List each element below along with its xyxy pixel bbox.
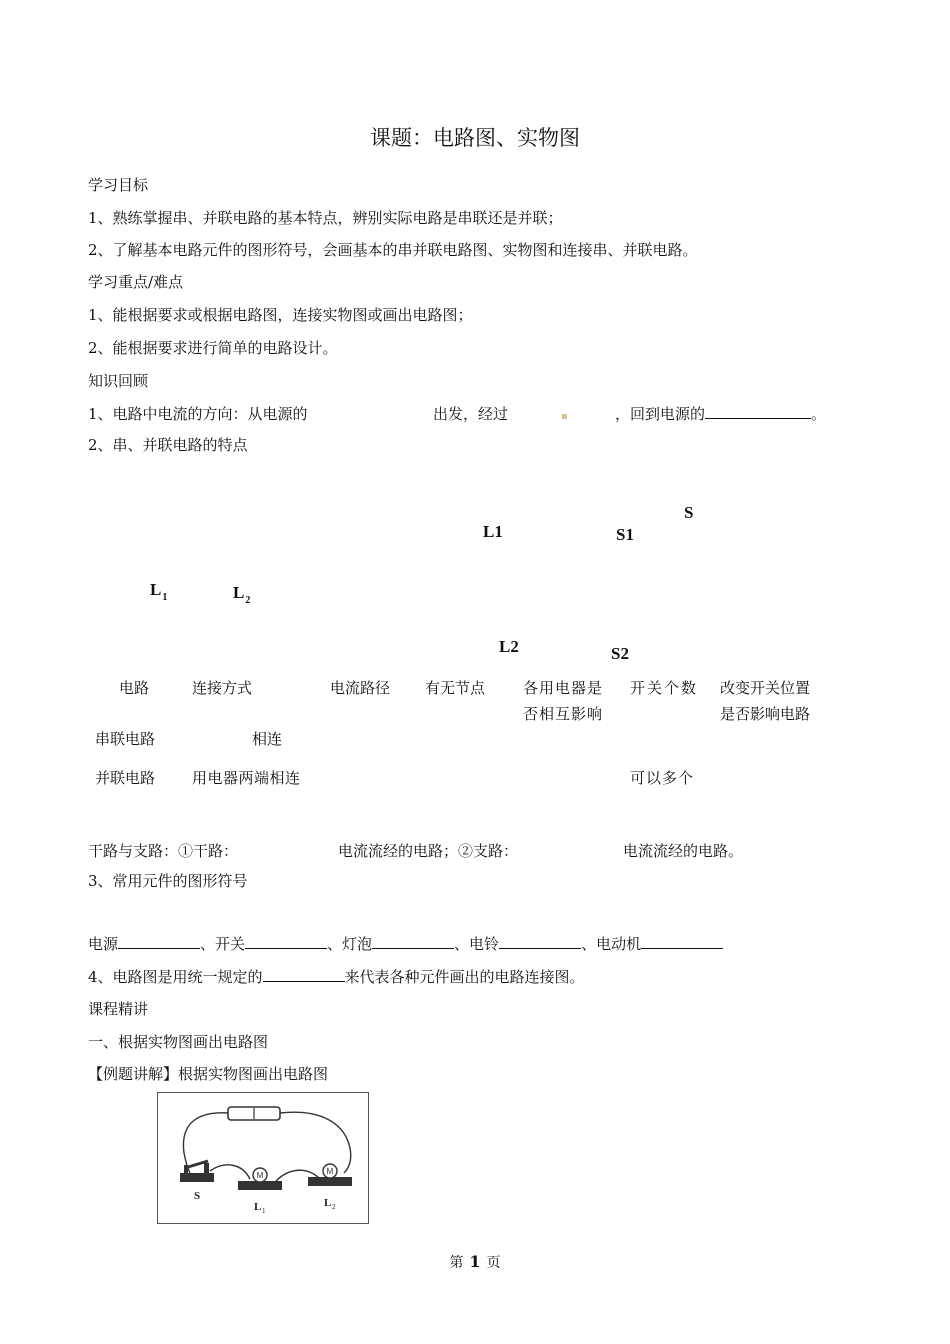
circuit-photo-drawing [158,1093,368,1223]
lamp-2-mark: M [326,1167,334,1176]
answer-blank[interactable] [705,404,811,419]
figure-label-l2: L [324,1197,332,1209]
table-header-switches: 开关个数 [630,679,699,697]
trunk-c: 电流流经的电路。 [623,842,744,860]
table-header-connection: 连接方式 [192,679,253,697]
key-1: 1、能根据要求或根据电路图，连接实物图或画出电路图； [88,306,473,324]
wire-switch-l1 [210,1165,250,1179]
lamp-1-mark: M [256,1171,264,1180]
label-s2: S2 [611,644,629,663]
table-header-position-2: 是否影响电路 [720,705,811,723]
table-header-influence-2: 否相互影响 [523,705,604,723]
label-left-l2-text: L [233,583,245,602]
blank-definition[interactable] [263,967,345,982]
symbol-bulb: 、灯泡 [327,935,373,953]
label-left-l1 [150,580,167,608]
symbol-switch: 、开关 [200,935,246,953]
label-l2: L2 [499,637,519,656]
goal-1: 1、熟练掌握串、并联电路的基本特点，辨别实际电路是串联还是并联； [88,209,563,227]
circuit-definition-a: 4、电路图是用统一规定的 [88,968,263,986]
footer-prefix: 第 [449,1255,464,1271]
review-1-end [615,404,826,424]
lesson-heading: 课程精讲 [88,1000,149,1018]
blank-bell[interactable] [499,934,581,949]
row-parallel-connection: 用电器两端相连 [192,769,301,787]
wire-right [280,1112,351,1173]
review-1-start: 1、电路中电流的方向：从电源的 [88,405,308,423]
footer-page-number: 1 [469,1252,481,1271]
symbols-line [88,934,723,954]
page-title: 课题：电路图、实物图 [370,126,580,150]
symbol-motor: 、电动机 [581,935,642,953]
table-header-position-1: 改变开关位置 [720,679,811,697]
table-header-path: 电流路径 [330,679,391,697]
label-left-l2-sub: 2 [245,595,251,606]
row-series-connection: 相连 [252,730,283,748]
circuit-definition [88,967,585,987]
table-header-circuit: 电路 [119,679,150,697]
trunk-a: 干路与支路：①干路： [88,842,239,860]
blank-switch[interactable] [245,934,327,949]
figure-label-l1: L [254,1201,262,1213]
blank-bulb[interactable] [372,934,454,949]
label-s1: S1 [616,525,634,544]
label-left-l1-text: L [150,580,162,599]
label-s: S [684,503,694,522]
key-2: 2、能根据要求进行简单的电路设计。 [88,339,338,357]
circuit-definition-b: 来代表各种元件画出的电路连接图。 [344,968,585,986]
blank-motor[interactable] [641,934,723,949]
goals-heading: 学习目标 [88,176,149,194]
review-1-middle: 出发，经过 [433,405,509,423]
stray-dot [562,414,567,419]
review-2: 2、串、并联电路的特点 [88,436,248,454]
review-1-end-text: ，回到电源的 [615,405,706,423]
switch-base-icon [180,1173,214,1182]
figure-label-s: S [194,1190,201,1202]
key-heading: 学习重点/难点 [88,273,184,291]
figure-label-l1-sub: 1 [262,1207,266,1215]
row-parallel-switches: 可以多个 [630,769,695,787]
blank-source[interactable] [118,934,200,949]
row-parallel-label: 并联电路 [95,769,156,787]
symbols-heading: 3、常用元件的图形符号 [88,872,248,890]
page-footer [0,1252,950,1273]
label-left-l1-sub: 1 [162,592,168,603]
review-1-period: 。 [811,405,827,423]
footer-suffix: 页 [486,1255,501,1271]
review-heading: 知识回顾 [88,372,149,390]
trunk-b: 电流流经的电路；②支路： [338,842,519,860]
figure-label-l2-sub: 2 [332,1203,336,1211]
table-header-influence-1: 各用电器是 [523,679,604,697]
goal-2: 2、了解基本电路元件的图形符号，会画基本的串并联电路图、实物图和连接串、并联电路。 [88,241,698,259]
row-series-label: 串联电路 [95,730,156,748]
lesson-example: 【例题讲解】根据实物图画出电路图 [88,1065,329,1083]
label-l1: L1 [483,522,503,541]
table-header-node: 有无节点 [425,679,486,697]
symbol-source: 电源 [88,935,119,953]
lesson-part-1: 一、根据实物图画出电路图 [88,1033,269,1051]
circuit-photo [157,1092,369,1224]
label-left-l2 [233,583,250,611]
symbol-bell: 、电铃 [454,935,500,953]
